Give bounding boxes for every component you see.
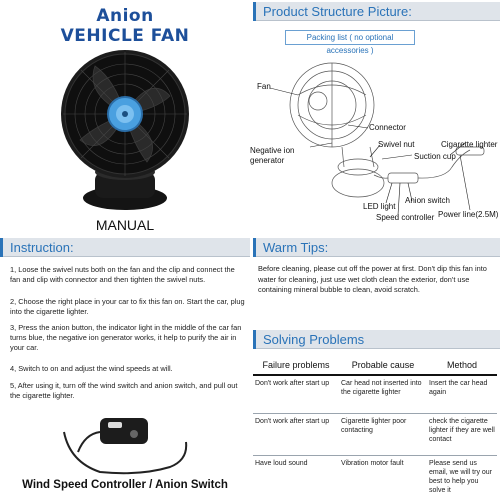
solving-header-text: Solving Problems	[263, 332, 365, 347]
instruction-step-4: 4, Switch to on and adjust the wind speeds at will.	[10, 364, 173, 373]
column-header: Method	[427, 355, 497, 375]
packing-list-note: Packing list ( no optional accessories )	[285, 30, 415, 45]
product-title-line1: Anion	[96, 6, 154, 26]
manual-label: MANUAL	[95, 217, 155, 233]
label-fan: Fan	[257, 82, 271, 91]
table-cell: Car head not inserted into the cigarette lighter	[339, 375, 427, 413]
label-power-line: Power line(2.5M)	[438, 210, 499, 219]
warm-tips-header	[253, 238, 500, 257]
label-cigarette-lighter: Cigarette lighter	[441, 140, 498, 149]
structure-header	[253, 2, 500, 21]
label-negative-ion-2: generator	[250, 156, 285, 165]
table-row	[253, 455, 497, 500]
table-cell: Please send us email, we will try our best to help you solve it	[427, 455, 497, 500]
label-connector: Connector	[369, 123, 406, 132]
instruction-header	[0, 238, 250, 257]
structure-header-text: Product Structure Picture:	[263, 4, 412, 19]
table-cell: Don't work after start up	[253, 375, 339, 413]
instruction-step-5: 5, After using it, turn off the wind switch and anion switch, and pull out the cigarette lighter.	[10, 381, 238, 400]
label-negative-ion-1: Negative ion	[250, 146, 295, 155]
table-cell: Insert the car head again	[427, 375, 497, 413]
table-row	[253, 375, 497, 413]
product-title-line2: VEHICLE FAN	[60, 26, 190, 46]
instruction-step-1: 1, Loose the swivel nuts both on the fan and the clip and connect the fan and clip with connector and then tighten the swivel nuts.	[10, 265, 235, 284]
fan-photo	[55, 44, 195, 216]
warm-tips-header-text: Warm Tips:	[263, 240, 329, 255]
table-row	[253, 413, 497, 455]
solving-table-header-row	[253, 355, 497, 375]
instruction-step-3: 3, Press the anion button, the indicator light in the middle of the car fan turns blue, the negative ion generator works, it help to purify the air in your car.	[10, 323, 242, 352]
label-swivel-nut: Swivel nut	[378, 140, 415, 149]
controller-photo	[60, 412, 190, 478]
table-cell: Vibration motor fault	[339, 455, 427, 500]
label-led-light: LED light	[363, 202, 396, 211]
table-cell: Don't work after start up	[253, 413, 339, 455]
label-anion-switch: Anion switch	[405, 196, 450, 205]
label-suction-cup: Suction cup	[414, 152, 456, 161]
table-cell: Have loud sound	[253, 455, 339, 500]
solving-header	[253, 330, 500, 349]
table-cell: check the cigarette lighter if they are well contact	[427, 413, 497, 455]
column-header: Failure problems	[253, 355, 339, 375]
instruction-header-text: Instruction:	[10, 240, 74, 255]
warm-tips-body: Before cleaning, please cut off the power at first. Don't dip this fan into water for cleaning, just use wet cloth clean the exterior, don't use containing mineral bubble to clean, avoid scratch.	[258, 264, 487, 294]
solving-table	[253, 355, 497, 500]
controller-caption: Wind Speed Controller / Anion Switch	[22, 479, 228, 491]
label-speed-controller: Speed controller	[376, 213, 435, 222]
column-header: Probable cause	[339, 355, 427, 375]
instruction-step-2: 2, Choose the right place in your car to fix this fan on. Start the car, plug into the cigarette lighter.	[10, 297, 245, 316]
table-cell: Cigarette lighter poor contacting	[339, 413, 427, 455]
